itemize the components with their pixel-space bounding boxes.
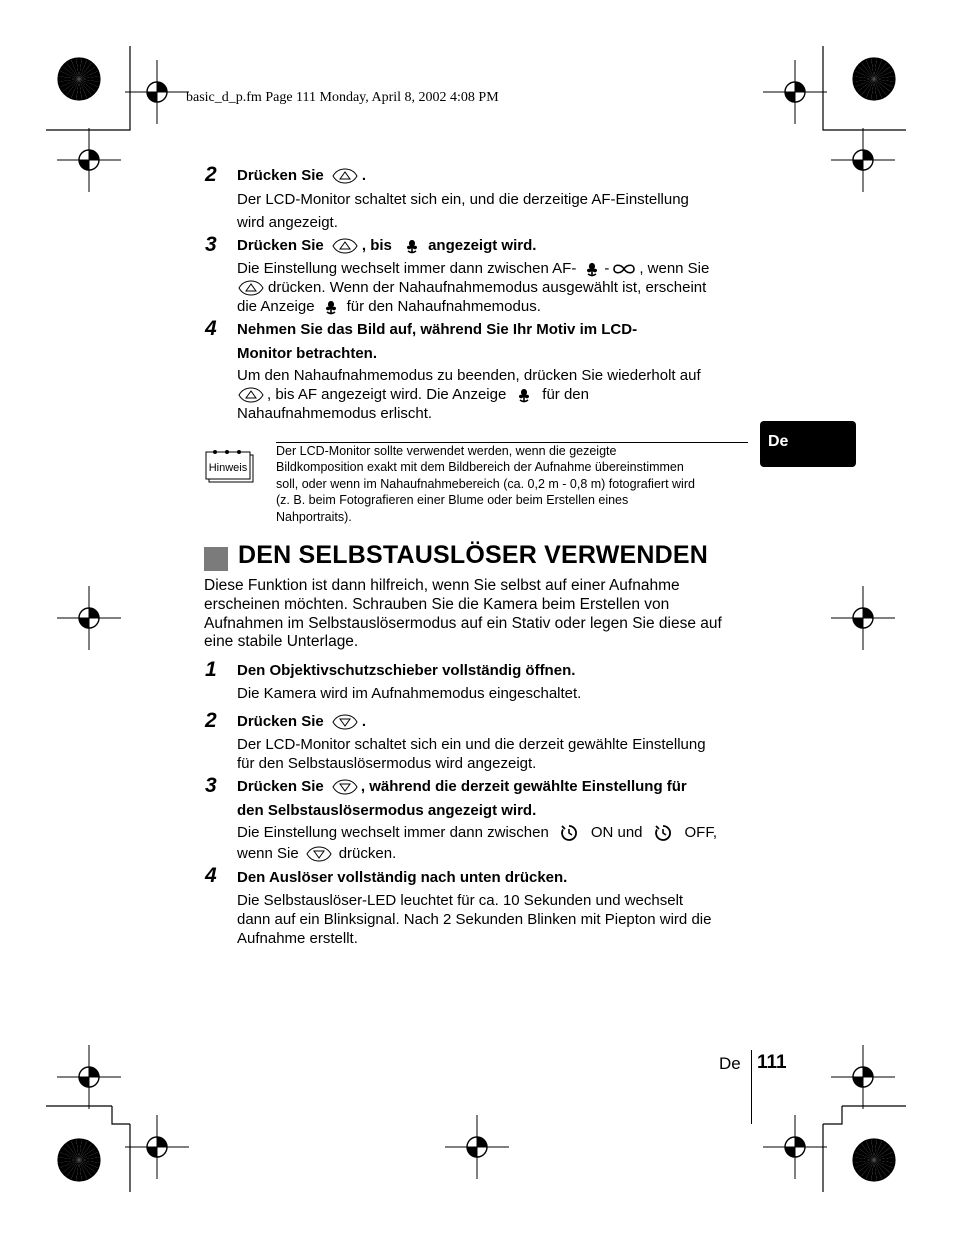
page-number: 111 bbox=[757, 1052, 787, 1073]
section-marker bbox=[204, 547, 228, 571]
macro-flower-icon bbox=[404, 238, 420, 254]
step-title: Den Objektivschutzschieber vollständig öffnen. bbox=[237, 662, 576, 679]
language-tab-label: De bbox=[768, 433, 789, 450]
infinity-icon bbox=[612, 263, 636, 275]
self-timer-icon bbox=[559, 823, 579, 843]
down-arrow-button-icon bbox=[305, 846, 333, 862]
step-title: Den Auslöser vollständig nach unten drücken. bbox=[237, 869, 568, 886]
step-number: 2 bbox=[205, 163, 217, 186]
step-title: den Selbstauslösermodus angezeigt wird. bbox=[237, 802, 537, 819]
intro-line: Diese Funktion ist dann hilfreich, wenn Sie selbst auf einer Aufnahme bbox=[204, 577, 680, 594]
step-body: , bis AF angezeigt wird. Die Anzeige für den bbox=[237, 385, 589, 404]
note-line: Bildkomposition exakt mit dem Bildbereich der Aufnahme übereinstimmen bbox=[276, 460, 684, 475]
section-title: DEN SELBSTAUSLÖSER VERWENDEN bbox=[238, 541, 709, 569]
step-number: 3 bbox=[205, 233, 217, 256]
step-title: Drücken Sie . bbox=[237, 167, 367, 184]
step-body: dann auf ein Blinksignal. Nach 2 Sekunden Blinken mit Piepton wird die bbox=[237, 911, 712, 928]
step-body: Um den Nahaufnahmemodus zu beenden, drücken Sie wiederholt auf bbox=[237, 367, 701, 384]
step-title: Drücken Sie . bbox=[237, 713, 367, 730]
note-line: Nahportraits). bbox=[276, 509, 352, 524]
macro-flower-icon bbox=[584, 261, 600, 277]
macro-flower-icon bbox=[516, 387, 532, 403]
up-arrow-button-icon bbox=[331, 238, 359, 254]
up-arrow-button-icon bbox=[237, 280, 265, 296]
step-body: Die Einstellung wechselt immer dann zwischen ON und OFF, bbox=[237, 823, 717, 843]
step-title: Nehmen Sie das Bild auf, während Sie Ihr Motiv im LCD- bbox=[237, 321, 638, 338]
step-title: Drücken Sie , während die derzeit gewählte Einstellung für bbox=[237, 778, 687, 795]
note-line: Der LCD-Monitor sollte verwendet werden, wenn die gezeigte bbox=[276, 444, 617, 458]
step-body: drücken. Wenn der Nahaufnahmemodus ausgewählt ist, erscheint bbox=[237, 278, 706, 297]
step-number: 4 bbox=[205, 864, 217, 887]
step-body: wenn Sie drücken. bbox=[237, 845, 397, 862]
intro-line: Aufnahmen im Selbstauslösermodus auf ein Stativ oder legen Sie diese auf bbox=[204, 614, 722, 632]
step-body: Der LCD-Monitor schaltet sich ein und die derzeit gewählte Einstellung bbox=[237, 736, 706, 753]
macro-flower-icon bbox=[323, 299, 339, 315]
hinweis-note-icon bbox=[205, 449, 255, 483]
language-tab bbox=[760, 421, 856, 467]
step-body: Aufnahme erstellt. bbox=[237, 930, 358, 947]
step-body: Die Selbstauslöser-LED leuchtet für ca. 10 Sekunden und wechselt bbox=[237, 892, 684, 909]
up-arrow-button-icon bbox=[237, 387, 265, 403]
step-body: Der LCD-Monitor schaltet sich ein, und die derzeitige AF-Einstellung bbox=[237, 191, 689, 208]
section-intro bbox=[204, 577, 722, 652]
step-body: Nahaufnahmemodus erlischt. bbox=[237, 405, 433, 422]
step-body: Die Einstellung wechselt immer dann zwischen AF- - , wenn Sie bbox=[237, 260, 710, 277]
step-body: für den Selbstauslösermodus wird angezeigt. bbox=[237, 755, 537, 772]
step-body: wird angezeigt. bbox=[237, 214, 338, 231]
step-number: 2 bbox=[205, 709, 217, 732]
step-body: die Anzeige für den Nahaufnahmemodus. bbox=[237, 298, 541, 315]
step-number: 3 bbox=[205, 774, 217, 797]
note-line: soll, oder wenn im Nahaufnahmebereich (ca. 0,2 m - 0,8 m) fotografiert wird bbox=[276, 476, 695, 491]
note-text bbox=[276, 443, 695, 525]
step-title: Monitor betrachten. bbox=[237, 345, 378, 362]
self-timer-icon bbox=[653, 823, 673, 843]
note-line: (z. B. beim Fotografieren einer Blume oder beim Erstellen eines bbox=[276, 493, 629, 508]
up-arrow-button-icon bbox=[331, 168, 359, 184]
down-arrow-button-icon bbox=[331, 714, 359, 730]
file-header: basic_d_p.fm Page 111 Monday, April 8, 2002 4:08 PM bbox=[186, 90, 499, 105]
down-arrow-button-icon bbox=[331, 779, 359, 795]
intro-line: eine stabile Unterlage. bbox=[204, 633, 359, 651]
hinweis-label: Hinweis bbox=[208, 462, 248, 474]
step-number: 4 bbox=[205, 317, 217, 340]
step-number: 1 bbox=[205, 658, 217, 681]
step-title: Drücken Sie , bis angezeigt wird. bbox=[237, 237, 537, 254]
footer-rule bbox=[751, 1050, 752, 1124]
intro-line: erscheinen möchten. Schrauben Sie die Kamera beim Erstellen von bbox=[204, 595, 670, 613]
footer-language: De bbox=[719, 1054, 741, 1073]
step-body: Die Kamera wird im Aufnahmemodus eingeschaltet. bbox=[237, 685, 582, 702]
